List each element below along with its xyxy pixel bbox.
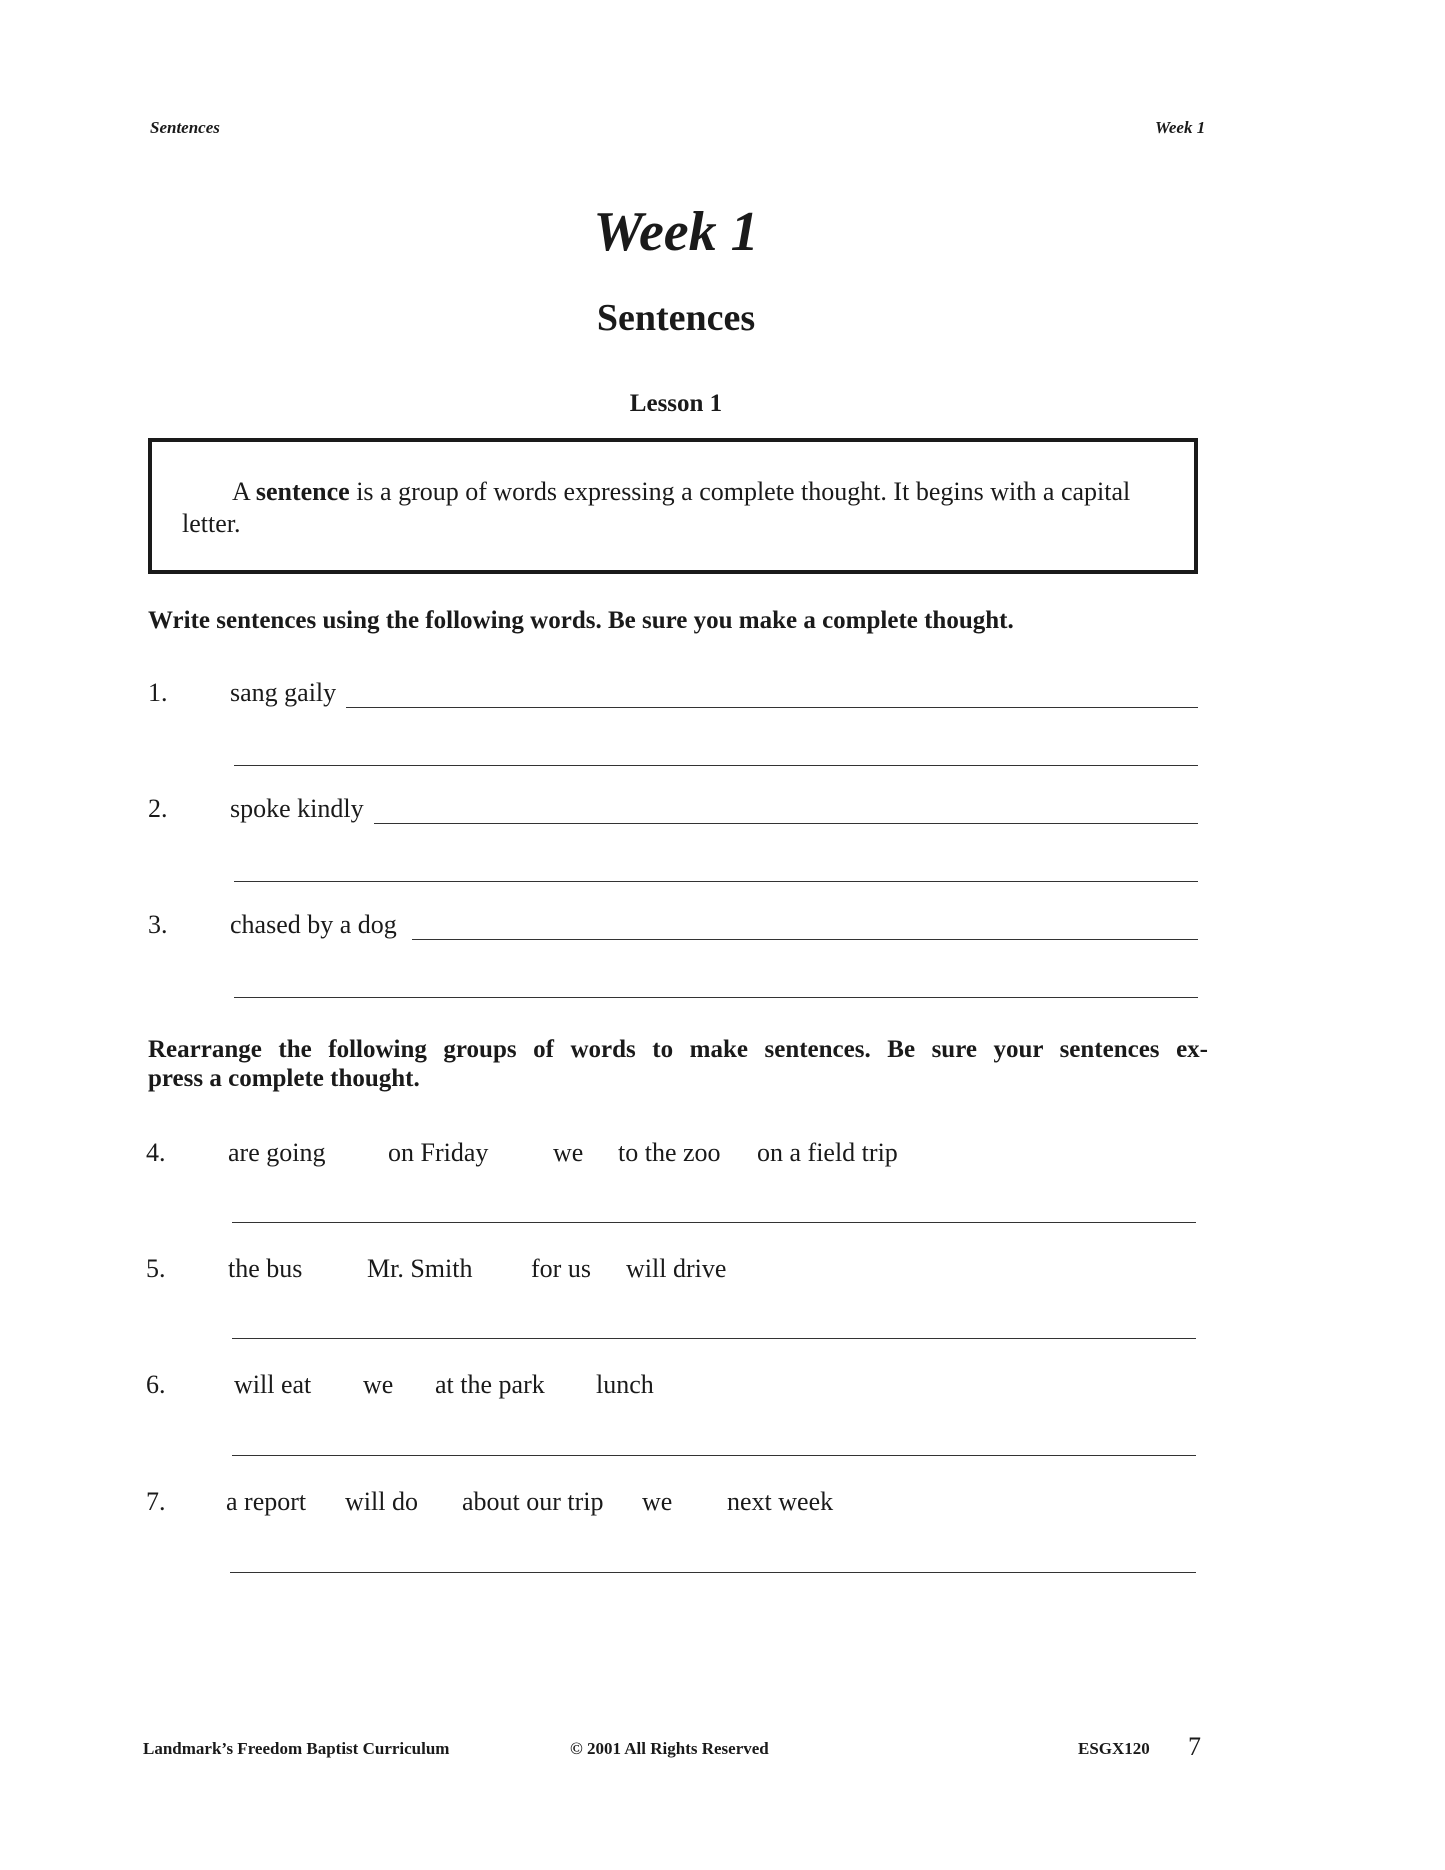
- word-group: to the zoo: [618, 1138, 721, 1167]
- word-group: on Friday: [388, 1138, 489, 1167]
- item-prompt: sang gaily: [230, 678, 337, 707]
- word-group: will drive: [626, 1254, 727, 1283]
- running-header-left: Sentences: [150, 118, 220, 137]
- answer-line[interactable]: [234, 881, 1198, 882]
- word-group: we: [363, 1370, 394, 1399]
- definition-text: is a group of words expressing a complete thought. It begins with a capital: [356, 477, 1131, 506]
- definition-box: [148, 438, 1198, 574]
- page-number: 7: [1188, 1732, 1201, 1761]
- item-prompt: chased by a dog: [230, 910, 397, 939]
- answer-line[interactable]: [234, 765, 1198, 766]
- section1-instruction: Write sentences using the following words. Be sure you make a complete thought.: [148, 607, 1014, 634]
- section2-instruction-line-1: Rearrange the following groups of words to make sentences. Be sure your sentences ex-: [148, 1036, 1208, 1063]
- item-number: 4.: [146, 1138, 166, 1167]
- word-group: at the park: [435, 1370, 545, 1399]
- answer-line[interactable]: [232, 1338, 1196, 1339]
- word-group: for us: [531, 1254, 591, 1283]
- item-number: 6.: [146, 1370, 166, 1399]
- lesson-heading: Lesson 1: [629, 390, 723, 417]
- section2-instruction-line-2: press a complete thought.: [148, 1065, 420, 1092]
- definition-article: A: [232, 477, 250, 506]
- answer-line[interactable]: [412, 939, 1198, 940]
- answer-line[interactable]: [232, 1455, 1196, 1456]
- running-header-right: Week 1: [1155, 118, 1206, 137]
- item-number: 5.: [146, 1254, 166, 1283]
- word-group: Mr. Smith: [367, 1254, 473, 1283]
- answer-line[interactable]: [234, 997, 1198, 998]
- footer-publisher: Landmark’s Freedom Baptist Curriculum: [143, 1739, 450, 1758]
- item-number: 2.: [148, 794, 168, 823]
- definition-line-1: [182, 476, 1166, 508]
- word-group: we: [642, 1487, 673, 1516]
- definition-term: sentence: [255, 477, 350, 506]
- word-group: the bus: [228, 1254, 303, 1283]
- answer-line[interactable]: [346, 707, 1198, 708]
- answer-line[interactable]: [230, 1572, 1196, 1573]
- word-group: are going: [228, 1138, 326, 1167]
- word-group: will eat: [234, 1370, 312, 1399]
- word-group: about our trip: [462, 1487, 604, 1516]
- word-group: next week: [727, 1487, 834, 1516]
- item-prompt: spoke kindly: [230, 794, 364, 823]
- definition-line-2: letter.: [182, 509, 241, 538]
- page-subtitle: Sentences: [596, 297, 756, 339]
- word-group: we: [553, 1138, 584, 1167]
- item-number: 1.: [148, 678, 168, 707]
- word-group: lunch: [596, 1370, 654, 1399]
- footer-code: ESGX120: [1078, 1739, 1150, 1758]
- word-group: will do: [345, 1487, 418, 1516]
- word-group: on a field trip: [757, 1138, 898, 1167]
- footer-copyright: © 2001 All Rights Reserved: [570, 1739, 769, 1758]
- answer-line[interactable]: [374, 823, 1198, 824]
- answer-line[interactable]: [232, 1222, 1196, 1223]
- word-group: a report: [226, 1487, 307, 1516]
- page-title: Week 1: [593, 201, 759, 263]
- item-number: 3.: [148, 910, 168, 939]
- item-number: 7.: [146, 1487, 166, 1516]
